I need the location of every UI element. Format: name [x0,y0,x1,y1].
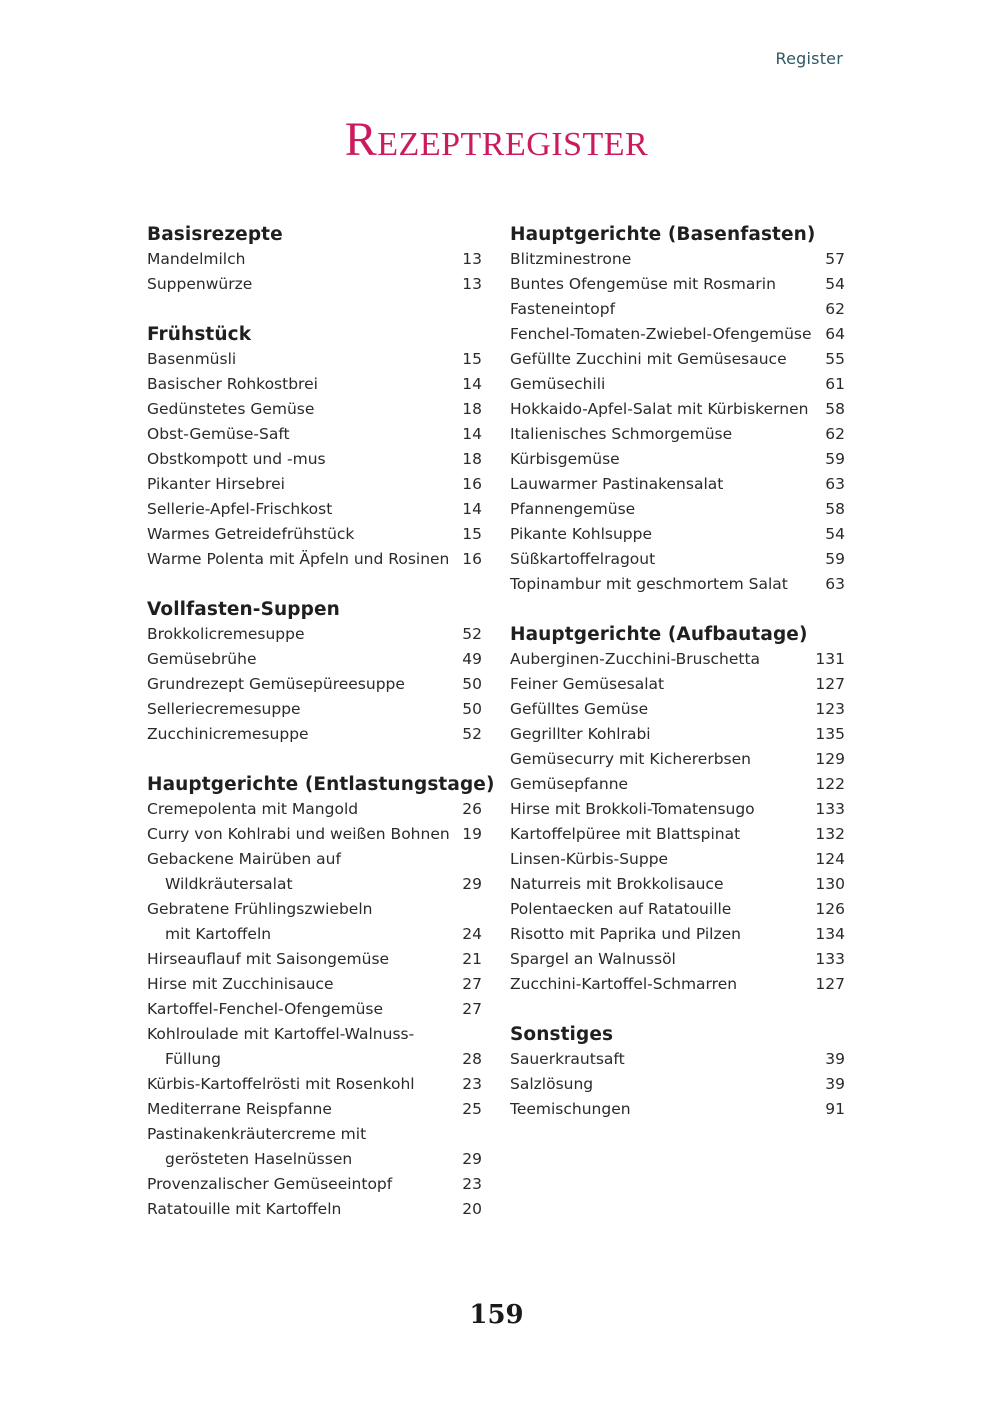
recipe-name: Hirse mit Brokkoli-Tomatensugo [510,800,755,818]
recipe-name: Zucchini-Kartoffel-Schmarren [510,975,738,993]
index-entry [147,472,482,497]
recipe-name: Kohlroulade mit Kartoffel-Walnuss- [147,1025,415,1043]
index-entry [510,822,845,847]
index-entry [147,672,482,697]
recipe-name: Gemüsecurry mit Kichererbsen [510,750,751,768]
index-entry [510,297,845,322]
recipe-name: Salzlösung [510,1075,594,1093]
recipe-name: Spargel an Walnussöl [510,950,676,968]
recipe-page-number: 27 [462,1000,482,1018]
recipe-page-number: 54 [825,525,845,543]
recipe-page-number: 15 [462,525,482,543]
index-entry [510,347,845,372]
index-column-left [147,222,495,1247]
recipe-page-number: 64 [825,325,845,343]
index-entry [147,647,482,672]
index-entry [147,897,482,922]
index-entry [147,797,482,822]
recipe-name: Blitzminestrone [510,250,632,268]
recipe-name: Warme Polenta mit Äpfeln und Rosinen [147,550,450,568]
index-entry [510,247,845,272]
index-entry [510,697,845,722]
index-entry [510,672,845,697]
recipe-page-number: 58 [825,400,845,418]
index-section [510,622,845,997]
recipe-page-number: 20 [462,1200,482,1218]
recipe-name: Lauwarmer Pastinakensalat [510,475,724,493]
recipe-name: Ratatouille mit Kartoffeln [147,1200,342,1218]
recipe-page-number: 129 [815,750,845,768]
recipe-page-number: 14 [462,375,482,393]
recipe-name: Obstkompott und -mus [147,450,326,468]
recipe-page-number: 63 [825,475,845,493]
index-entry [147,1047,482,1072]
recipe-page-number: 62 [825,300,845,318]
index-entry [147,547,482,572]
recipe-page-number: 39 [825,1050,845,1068]
recipe-page-number: 23 [462,1175,482,1193]
recipe-name: Kürbis-Kartoffelrösti mit Rosenkohl [147,1075,415,1093]
index-entry [147,497,482,522]
index-entry [510,522,845,547]
index-entry [510,272,845,297]
recipe-name: Fenchel-Tomaten-Zwiebel-Ofengemüse [510,325,812,343]
index-entry [510,497,845,522]
recipe-page-number: 29 [462,1150,482,1168]
recipe-name: Hirseauflauf mit Saisongemüse [147,950,390,968]
index-entry [510,572,845,597]
recipe-page-number: 13 [462,250,482,268]
index-entry [510,747,845,772]
index-entry [510,472,845,497]
index-entry [147,972,482,997]
index-entry [147,447,482,472]
recipe-page-number: 127 [815,975,845,993]
index-entry [510,922,845,947]
recipe-name: Risotto mit Paprika und Pilzen [510,925,741,943]
recipe-name: Cremepolenta mit Mangold [147,800,359,818]
recipe-name: Obst-Gemüse-Saft [147,425,290,443]
index-entry [147,847,482,872]
index-entry [510,1047,845,1072]
recipe-page-number: 132 [815,825,845,843]
index-entry [147,1172,482,1197]
recipe-page-number: 16 [462,550,482,568]
recipe-page-number: 122 [815,775,845,793]
index-entry [510,447,845,472]
recipe-name: Selleriecremesuppe [147,700,301,718]
section-title: Hauptgerichte (Entlastungstage) [147,774,495,795]
recipe-page-number: 18 [462,450,482,468]
recipe-page-number: 55 [825,350,845,368]
index-entry [147,372,482,397]
page-number: 159 [469,1300,524,1330]
recipe-name: mit Kartoffeln [165,925,272,943]
recipe-name: Gedünstetes Gemüse [147,400,315,418]
recipe-page-number: 61 [825,375,845,393]
index-entry [510,847,845,872]
index-entry [510,1097,845,1122]
recipe-name: Basenmüsli [147,350,237,368]
recipe-page-number: 28 [462,1050,482,1068]
recipe-name: Gemüsepfanne [510,775,629,793]
recipe-name: gerösteten Haselnüssen [165,1150,353,1168]
index-entry [510,772,845,797]
index-section [510,222,845,597]
recipe-name: Füllung [165,1050,221,1068]
recipe-name: Süßkartoffelragout [510,550,656,568]
index-entry [510,797,845,822]
recipe-page-number: 52 [462,725,482,743]
recipe-page-number: 123 [815,700,845,718]
recipe-page-number: 133 [815,950,845,968]
recipe-page-number: 131 [815,650,845,668]
index-entry [147,1147,482,1172]
recipe-name: Suppenwürze [147,275,253,293]
recipe-name: Italienisches Schmorgemüse [510,425,733,443]
page-title: Rezeptregister [344,113,649,166]
recipe-page-number: 54 [825,275,845,293]
index-entry [147,1072,482,1097]
recipe-page-number: 127 [815,675,845,693]
recipe-name: Warmes Getreidefrühstück [147,525,355,543]
running-head: Register [775,49,843,68]
recipe-name: Gefülltes Gemüse [510,700,649,718]
index-section [147,322,482,572]
recipe-page-number: 29 [462,875,482,893]
recipe-name: Pikante Kohlsuppe [510,525,652,543]
recipe-name: Provenzalischer Gemüseeintopf [147,1175,393,1193]
recipe-page-number: 13 [462,275,482,293]
index-entry [147,422,482,447]
index-entry [147,1097,482,1122]
recipe-name: Hokkaido-Apfel-Salat mit Kürbiskernen [510,400,809,418]
index-entry [510,722,845,747]
index-entry [510,422,845,447]
index-entry [510,647,845,672]
recipe-page-number: 59 [825,450,845,468]
index-entry [147,872,482,897]
recipe-name: Polentaecken auf Ratatouille [510,900,732,918]
recipe-page-number: 124 [815,850,845,868]
recipe-name: Teemischungen [510,1100,631,1118]
recipe-name: Kürbisgemüse [510,450,620,468]
recipe-name: Buntes Ofengemüse mit Rosmarin [510,275,776,293]
recipe-name: Sauerkrautsaft [510,1050,625,1068]
recipe-name: Sellerie-Apfel-Frischkost [147,500,333,518]
recipe-name: Linsen-Kürbis-Suppe [510,850,669,868]
index-section [147,772,495,1222]
recipe-page-number: 52 [462,625,482,643]
recipe-page-number: 19 [462,825,482,843]
recipe-page-number: 27 [462,975,482,993]
recipe-name: Basischer Rohkostbrei [147,375,318,393]
recipe-name: Feiner Gemüsesalat [510,675,665,693]
recipe-page-number: 24 [462,925,482,943]
recipe-name: Kartoffelpüree mit Blattspinat [510,825,741,843]
recipe-name: Gemüsechili [510,375,606,393]
index-entry [147,922,482,947]
recipe-page-number: 62 [825,425,845,443]
index-entry [510,947,845,972]
recipe-name: Wildkräutersalat [165,875,293,893]
recipe-name: Topinambur mit geschmortem Salat [510,575,788,593]
recipe-page-number: 58 [825,500,845,518]
recipe-name: Hirse mit Zucchinisauce [147,975,334,993]
recipe-name: Fasteneintopf [510,300,616,318]
index-entry [147,722,482,747]
recipe-page-number: 39 [825,1075,845,1093]
index-entry [510,322,845,347]
section-title: Hauptgerichte (Basenfasten) [510,224,816,245]
recipe-page-number: 63 [825,575,845,593]
section-title: Sonstiges [510,1024,614,1045]
recipe-page-number: 14 [462,500,482,518]
index-entry [510,397,845,422]
recipe-page-number: 18 [462,400,482,418]
recipe-page-number: 25 [462,1100,482,1118]
recipe-name: Pikanter Hirsebrei [147,475,285,493]
recipe-page-number: 50 [462,675,482,693]
recipe-page-number: 59 [825,550,845,568]
recipe-page-number: 16 [462,475,482,493]
recipe-name: Auberginen-Zucchini-Bruschetta [510,650,761,668]
index-entry [510,972,845,997]
recipe-page-number: 130 [815,875,845,893]
section-title: Frühstück [147,324,252,345]
recipe-name: Brokkolicremesuppe [147,625,305,643]
recipe-page-number: 133 [815,800,845,818]
index-entry [510,1072,845,1097]
index-section [147,222,482,297]
recipe-page-number: 91 [825,1100,845,1118]
recipe-name: Gebackene Mairüben auf [147,850,341,868]
index-entry [510,372,845,397]
recipe-name: Mediterrane Reispfanne [147,1100,332,1118]
recipe-name: Pfannengemüse [510,500,636,518]
index-entry [147,347,482,372]
index-entry [510,897,845,922]
index-entry [147,1197,482,1222]
index-entry [147,622,482,647]
recipe-name: Mandelmilch [147,250,246,268]
recipe-page-number: 26 [462,800,482,818]
recipe-page-number: 14 [462,425,482,443]
index-entry [147,397,482,422]
index-entry [147,697,482,722]
recipe-name: Curry von Kohlrabi und weißen Bohnen [147,825,450,843]
index-entry [147,1122,482,1147]
index-entry [147,522,482,547]
recipe-page-number: 134 [815,925,845,943]
recipe-name: Kartoffel-Fenchel-Ofengemüse [147,1000,384,1018]
index-entry [147,947,482,972]
index-entry [147,247,482,272]
index-entry [510,547,845,572]
recipe-page-number: 135 [815,725,845,743]
recipe-page-number: 126 [815,900,845,918]
index-entry [147,1022,482,1047]
section-title: Hauptgerichte (Aufbautage) [510,624,808,645]
index-column-right [510,222,845,1147]
index-entry [147,997,482,1022]
recipe-page-number: 50 [462,700,482,718]
recipe-name: Zucchinicremesuppe [147,725,309,743]
recipe-name: Grundrezept Gemüsepüreesuppe [147,675,405,693]
recipe-page-number: 23 [462,1075,482,1093]
index-section [147,597,482,747]
recipe-name: Gegrillter Kohlrabi [510,725,651,743]
recipe-name: Gefüllte Zucchini mit Gemüsesauce [510,350,787,368]
recipe-name: Gemüsebrühe [147,650,257,668]
recipe-name: Naturreis mit Brokkolisauce [510,875,724,893]
recipe-page-number: 49 [462,650,482,668]
index-entry [510,872,845,897]
recipe-page-number: 57 [825,250,845,268]
index-section [510,1022,845,1122]
index-entry [147,272,482,297]
section-title: Basisrezepte [147,224,283,245]
recipe-name: Pastinakenkräutercreme mit [147,1125,367,1143]
recipe-name: Gebratene Frühlingszwiebeln [147,900,373,918]
recipe-page-number: 21 [462,950,482,968]
section-title: Vollfasten-Suppen [147,599,340,620]
index-entry [147,822,482,847]
recipe-page-number: 15 [462,350,482,368]
